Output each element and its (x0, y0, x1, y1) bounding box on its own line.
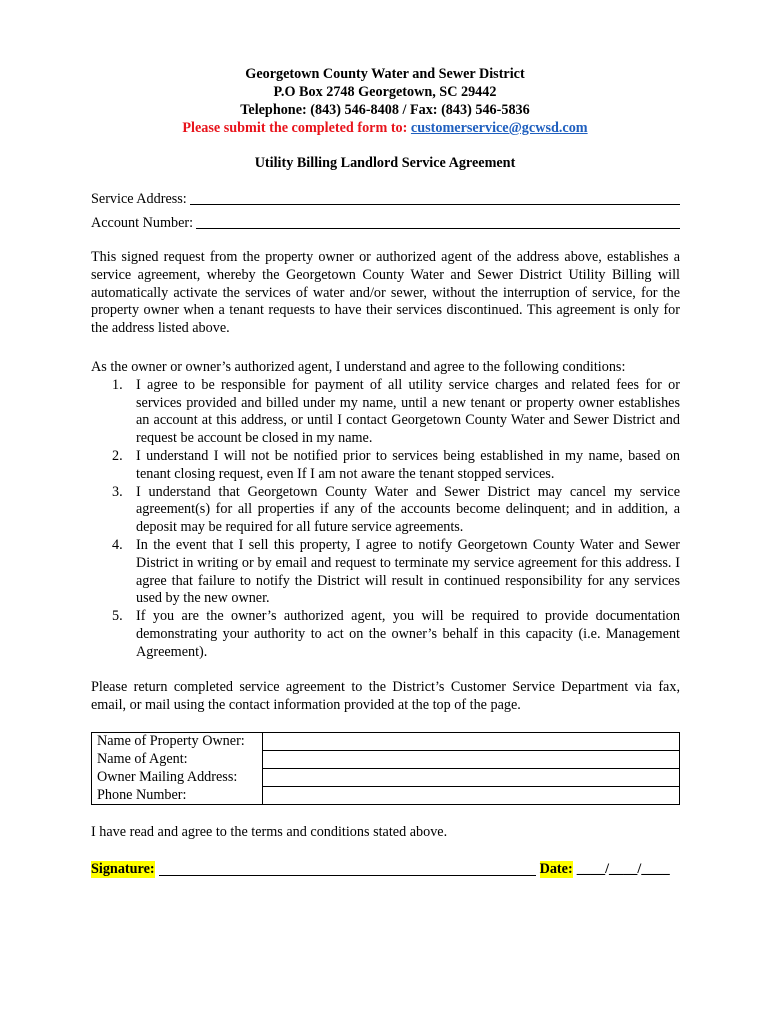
conditions-lead: As the owner or owner’s authorized agent, I understand and agree to the following conditions: (91, 359, 626, 375)
signature-row (91, 861, 680, 878)
return-instructions: Please return completed service agreement to the District’s Customer Service Department via fax, email, or mail using the contact information provided at the top of the page. (91, 679, 680, 713)
submit-email-link[interactable]: customerservice@gcwsd.com (410, 120, 588, 136)
condition-item: 1. I agree to be responsible for payment of all utility service charges and related fees for or services provided and billed under my name, until a new tenant or property owner establishes an account at this address, or until I contact Georgetown County Water and Sewer District and request be account be closed in my name. (112, 376, 680, 447)
service-address-field (91, 190, 680, 208)
org-phone-fax: Telephone: (843) 546-8408 / Fax: (843) 546-5836 (240, 102, 530, 118)
table-row (92, 733, 680, 751)
account-number-field (91, 214, 680, 232)
agent-name-label: Name of Agent: (92, 751, 263, 769)
agreement-statement: I have read and agree to the terms and conditions stated above. (91, 824, 448, 840)
condition-item: 4. In the event that I sell this property, I agree to notify Georgetown County Water and Sewer District in writing or by email and request to terminate my service agreement for this address. I agree that failure to notify the District will result in continued responsibility for any services used by the new owner. (112, 536, 680, 607)
phone-number-input[interactable] (263, 787, 680, 805)
signature-label: Signature: (91, 861, 155, 877)
org-address: P.O Box 2748 Georgetown, SC 29442 (273, 84, 497, 100)
submit-label: Please submit the completed form to: (182, 120, 408, 136)
letterhead (0, 65, 770, 137)
table-row (92, 751, 680, 769)
account-number-label: Account Number: (91, 215, 194, 231)
account-number-input-line[interactable] (196, 228, 680, 229)
signature-line[interactable] (159, 861, 536, 876)
owner-name-input[interactable] (263, 733, 680, 751)
agent-name-input[interactable] (263, 751, 680, 769)
service-address-label: Service Address: (91, 191, 187, 207)
condition-item: 3. I understand that Georgetown County Water and Sewer District may cancel my service agreement(s) for all properties if any of the accounts become delinquent; and in addition, a deposit may be required for all future service agreements. (112, 483, 680, 536)
date-blank[interactable]: ____/____/____ (576, 861, 670, 877)
phone-number-label: Phone Number: (92, 787, 263, 805)
intro-paragraph: This signed request from the property owner or authorized agent of the address above, establishes a service agreement, whereby the Georgetown County Water and Sewer District Utility Billing will automatically activate the services of water and/or sewer, without the interruption of service, for the property owner when a tenant requests to have their services discontinued. This agreement is only for the address listed above. (91, 249, 680, 337)
owner-name-label: Name of Property Owner: (92, 733, 263, 751)
table-row (92, 769, 680, 787)
condition-item: 5. If you are the owner’s authorized agent, you will be required to provide documentation demonstrating your authority to act on the owner’s behalf in this capacity (i.e. Management Agreement). (112, 608, 680, 660)
conditions-section (91, 359, 680, 662)
mailing-address-input[interactable] (263, 769, 680, 787)
table-row (92, 787, 680, 805)
date-label: Date: (539, 861, 573, 877)
condition-item: 2. I understand I will not be notified prior to services being established in my name, based on tenant closing request, even If I am not aware the tenant stopped services. (112, 447, 680, 482)
owner-info-table (91, 732, 680, 805)
service-address-input-line[interactable] (190, 204, 680, 205)
form-title: Utility Billing Landlord Service Agreement (254, 155, 516, 171)
org-name: Georgetown County Water and Sewer District (245, 66, 525, 82)
mailing-address-label: Owner Mailing Address: (92, 769, 263, 787)
submit-instruction (0, 119, 770, 137)
conditions-list (91, 377, 680, 662)
